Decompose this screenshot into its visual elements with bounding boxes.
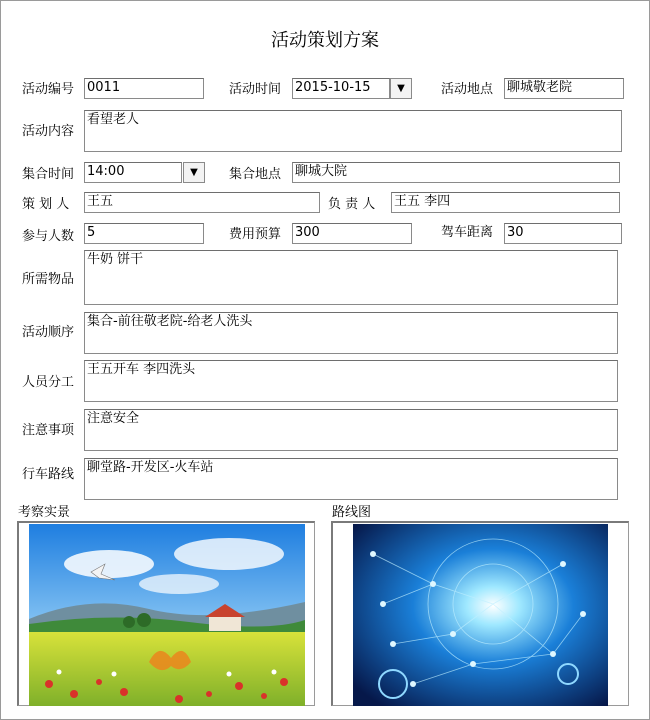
gather-time-label: 集合时间 <box>22 167 75 182</box>
scene-photo-label: 考察实景 <box>18 505 71 520</box>
items-field[interactable]: 牛奶 饼干 <box>84 250 618 305</box>
chevron-down-icon: ▼ <box>190 167 198 178</box>
budget-label: 费用预算 <box>229 227 282 242</box>
activity-place-field[interactable]: 聊城敬老院 <box>504 78 624 99</box>
page-title: 活动策划方案 <box>271 30 379 51</box>
distance-field[interactable]: 30 <box>504 223 622 244</box>
activity-place-label: 活动地点 <box>441 82 494 97</box>
route-field[interactable]: 聊堂路-开发区-火车站 <box>84 458 618 500</box>
division-label: 人员分工 <box>22 375 75 390</box>
budget-field[interactable]: 300 <box>292 223 412 244</box>
participants-label: 参与人数 <box>22 229 75 244</box>
content-field[interactable]: 看望老人 <box>84 110 622 152</box>
gather-place-field[interactable]: 聊城大院 <box>292 162 620 183</box>
participants-field[interactable]: 5 <box>84 223 204 244</box>
gather-time-dropdown[interactable] <box>183 162 205 183</box>
chevron-down-icon: ▼ <box>397 83 405 94</box>
notes-field[interactable]: 注意安全 <box>84 409 618 451</box>
route-map-image <box>353 524 608 706</box>
activity-no-field[interactable]: 0011 <box>84 78 204 99</box>
distance-label: 驾车距离 <box>441 225 494 240</box>
leader-label: 负 责 人 <box>328 197 376 212</box>
sequence-label: 活动顺序 <box>22 325 75 340</box>
items-label: 所需物品 <box>22 272 75 287</box>
notes-label: 注意事项 <box>22 423 75 438</box>
scene-photo <box>29 524 305 706</box>
route-map-label: 路线图 <box>332 505 372 520</box>
gather-place-label: 集合地点 <box>229 167 282 182</box>
content-label: 活动内容 <box>22 124 75 139</box>
division-field[interactable]: 王五开车 李四洗头 <box>84 360 618 402</box>
scene-photo-panel[interactable] <box>17 521 315 706</box>
leader-field[interactable]: 王五 李四 <box>391 192 620 213</box>
gather-time-field[interactable]: 14:00 <box>84 162 182 183</box>
sequence-field[interactable]: 集合-前往敬老院-给老人洗头 <box>84 312 618 354</box>
planner-label: 策 划 人 <box>22 197 70 212</box>
route-map-panel[interactable] <box>331 521 629 706</box>
activity-time-dropdown[interactable] <box>390 78 412 99</box>
planner-field[interactable]: 王五 <box>84 192 320 213</box>
activity-time-field[interactable]: 2015-10-15 <box>292 78 390 99</box>
route-label: 行车路线 <box>22 467 75 482</box>
activity-time-label: 活动时间 <box>229 82 282 97</box>
activity-no-label: 活动编号 <box>22 82 75 97</box>
